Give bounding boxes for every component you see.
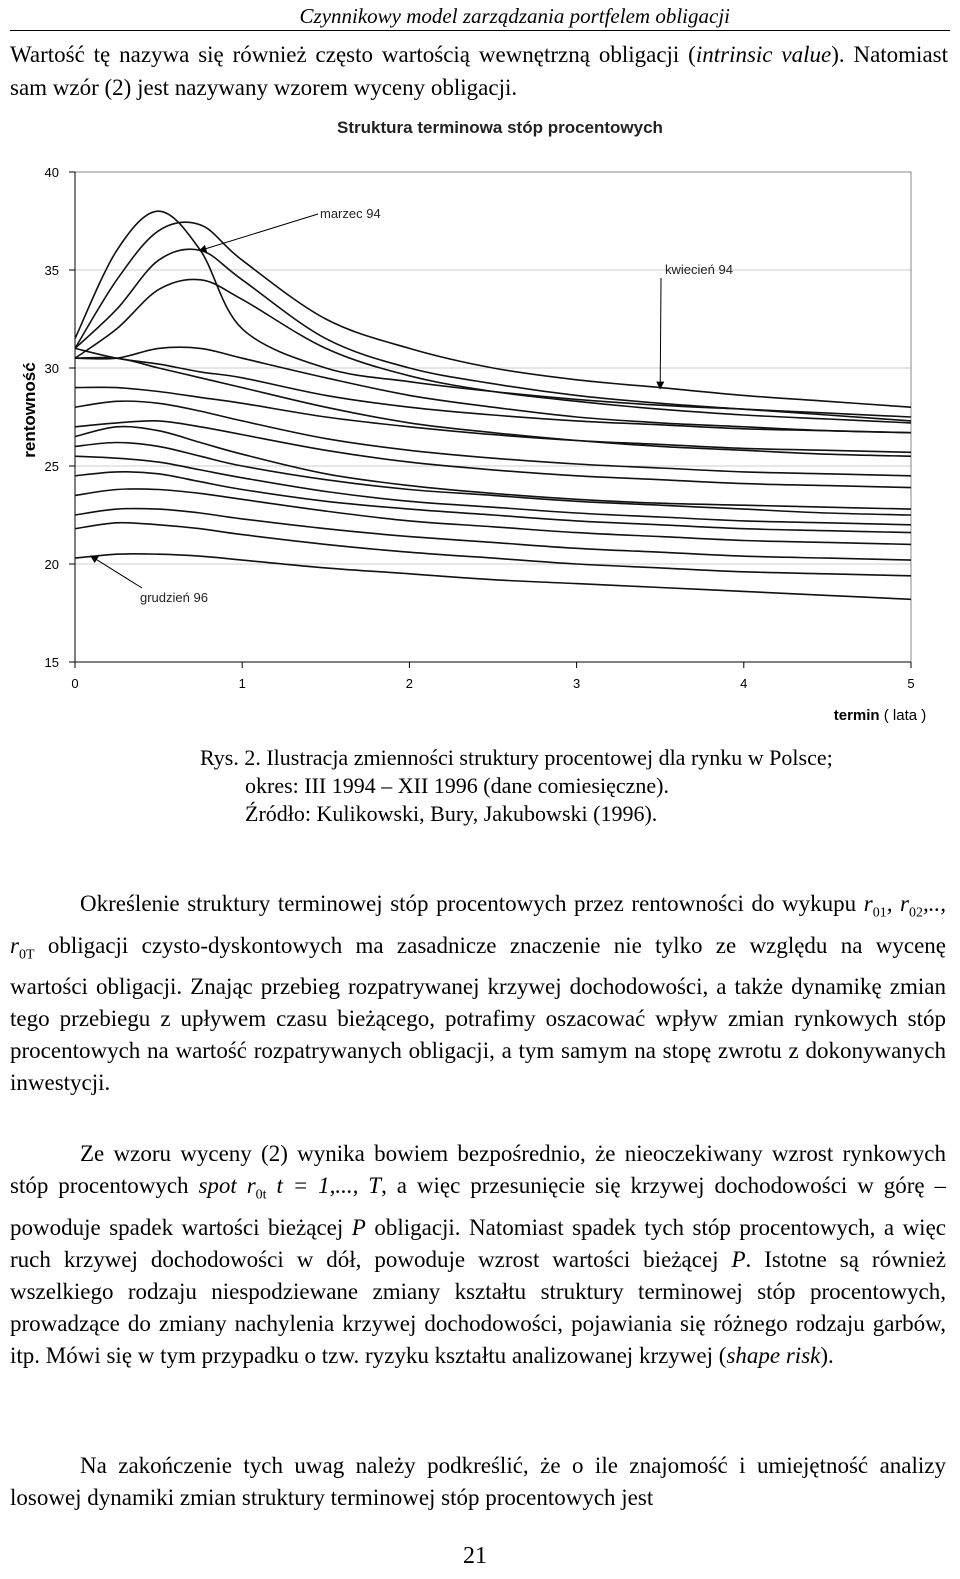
intro-text-1: Wartość tę nazywa się również często wartością wewnętrzną obligacji ( xyxy=(10,42,696,67)
annotation-arrow xyxy=(660,278,661,388)
x-tick-label: 4 xyxy=(740,676,748,691)
x-tick-label: 5 xyxy=(907,676,915,691)
paragraph-1 xyxy=(10,888,946,1099)
intro-paragraph xyxy=(10,38,948,104)
y-tick-label: 25 xyxy=(44,459,59,474)
p2-spot: spot xyxy=(198,1173,237,1198)
paragraph-2 xyxy=(10,1138,946,1372)
x-tick-label: 0 xyxy=(71,676,79,691)
y-tick-label: 40 xyxy=(44,165,59,180)
p2-shape-risk: shape risk xyxy=(726,1342,821,1368)
paragraph-3 xyxy=(10,1450,946,1514)
annotation-label: marzec 94 xyxy=(320,206,381,221)
annotation-arrow xyxy=(92,557,142,588)
series-line-1 xyxy=(75,211,911,417)
p2-text-c: obligacji. Natomiast spadek tych stóp procentowych, a więc ruch krzywej dochodowości w dół, powoduje wzrost wartości bieżącej xyxy=(10,1214,946,1272)
page-number: 21 xyxy=(463,1543,487,1569)
y-tick-label: 30 xyxy=(44,361,59,376)
y-tick-label: 35 xyxy=(44,263,59,278)
running-header xyxy=(0,0,960,32)
series-line-10 xyxy=(75,421,911,488)
series-line-16 xyxy=(75,508,911,560)
annotations xyxy=(92,206,733,605)
x-tick-label: 1 xyxy=(238,676,246,691)
chart-title: Struktura terminowa stóp procentowych xyxy=(337,118,663,137)
p2-text-e: ). xyxy=(820,1342,834,1368)
y-tick-label: 15 xyxy=(44,655,59,670)
figure-caption xyxy=(200,744,920,828)
p2-P1: P xyxy=(351,1214,366,1240)
caption-line-2: okres: III 1994 – XII 1996 (dane comiesięczne). xyxy=(245,773,669,798)
p2-text-b: , a więc przesunięcie się krzywej dochodowości w górę – powoduje spadek wartości bieżącej xyxy=(10,1173,947,1240)
series-line-3 xyxy=(75,249,911,421)
annotation-arrow xyxy=(200,214,318,250)
running-title: Czynnikowy model zarządzania portfelem obligacji xyxy=(299,4,730,28)
series-line-11 xyxy=(75,427,911,510)
annotation-label: kwiecień 94 xyxy=(665,262,733,277)
caption-line-1: Rys. 2. Ilustracja zmienności struktury procentowej dla rynku w Polsce; xyxy=(200,745,833,770)
series-line-14 xyxy=(75,472,911,533)
series-line-6 xyxy=(75,348,911,432)
series-line-17 xyxy=(75,523,911,576)
yield-curve-chart xyxy=(0,110,960,730)
series-line-15 xyxy=(75,489,911,545)
p2-text-a: Ze wzoru wyceny (2) wynika bowiem bezpośrednio, że nieoczekiwany wzrost rynkowych stóp procentowych xyxy=(10,1141,946,1198)
x-axis-label-bold: termin xyxy=(833,707,880,724)
y-tick-label: 20 xyxy=(44,557,59,572)
p2-P2: P xyxy=(731,1246,746,1272)
header-rule xyxy=(10,30,950,31)
intro-text-2: ). Natomiast sam wzór (2) jest nazywany wzorem wyceny obligacji. xyxy=(10,42,948,100)
caption-line-3: Źródło: Kulikowski, Bury, Jakubowski (1996). xyxy=(245,801,658,826)
p1-math: $r_{01}$, $r_{02}$,.., $r_{0T}$ xyxy=(10,891,947,963)
x-tick-label: 3 xyxy=(572,676,581,691)
series-line-4 xyxy=(75,279,911,422)
series-line-5 xyxy=(75,347,911,433)
p2-r: $r_{0t}$ xyxy=(246,1173,267,1203)
x-tick-label: 2 xyxy=(405,676,414,691)
annotation-label: grudzień 96 xyxy=(140,590,208,605)
series-lines xyxy=(75,211,911,599)
x-axis-label-rest: ( lata ) xyxy=(879,707,927,724)
y-axis-label: rentowność xyxy=(20,362,39,458)
p1-text-a: Określenie struktury terminowej stóp procentowych przez rentowności do wykupu xyxy=(80,891,864,916)
p2-text-d: . Istotne są również wszelkiego rodzaju niespodziewane zmiany kształtu struktury terminowej stóp procentowych, prowadzące do zmiany nachylenia krzywej dochodowości, pojawiania się różnego rodzaju garbów, itp. Mówi się w tym przypadku o tzw. ryzyku kształtu analizowanej krzywej ( xyxy=(10,1246,946,1368)
x-axis-label xyxy=(834,707,927,724)
p2-t-range: t = 1,..., T xyxy=(276,1173,382,1198)
intro-italic: intrinsic value xyxy=(695,42,832,67)
p1-text-b: obligacji czysto-dyskontowych ma zasadnicze znaczenie nie tylko ze względu na wycenę wartości obligacji. Znając przebieg rozpatrywanej krzywej dochodowości, a także dynamikę zmian tego przebiegu z upływem czasu bieżącego, potrafimy oszacować wpływ zmian rynkowych stóp procentowych na wartość rozpatrywanych obligacji, a tym samym na stopę zwrotu z dokonywanych inwestycji. xyxy=(10,932,946,1096)
series-line-12 xyxy=(75,443,911,516)
p3-text: Na zakończenie tych uwag należy podkreślić, że o ile znajomość i umiejętność analizy losowej dynamiki zmian struktury terminowej stóp procentowych jest xyxy=(10,1453,946,1510)
